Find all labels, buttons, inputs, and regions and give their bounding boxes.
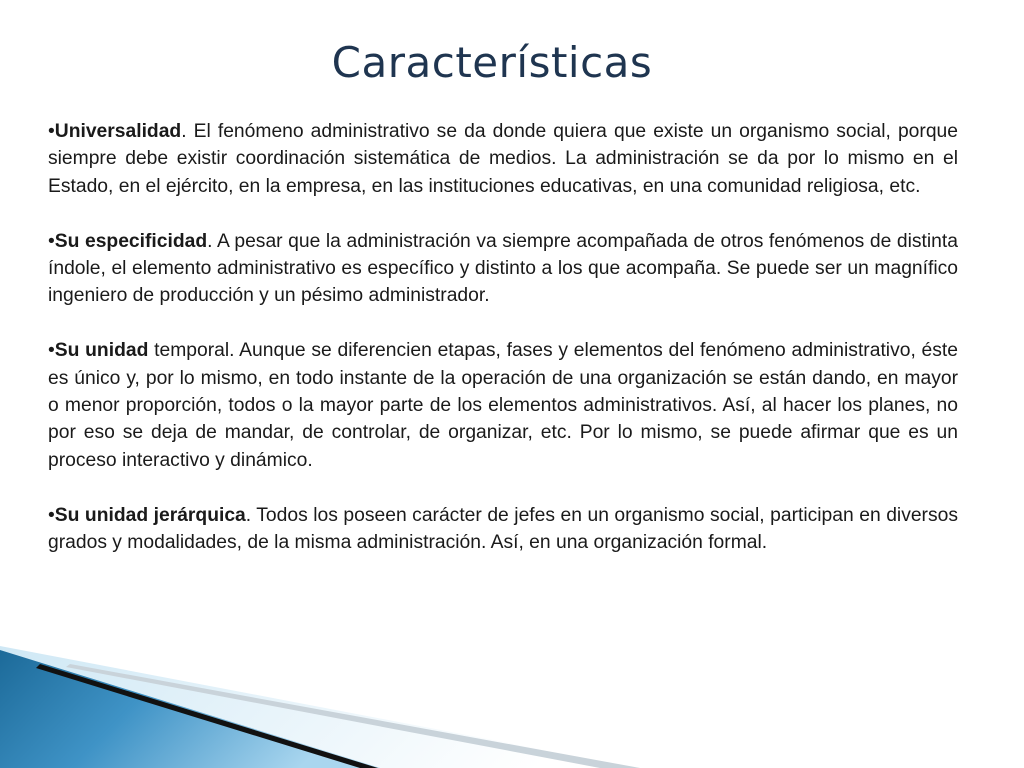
paragraph-lead: Su unidad jerárquica xyxy=(54,504,246,526)
bullet: • xyxy=(48,230,55,252)
paragraph-text: . El fenómeno administrativo se da donde quiera que existe un organismo social, porque siempre debe existir coordinación sistemática de medios. La administración se da por lo mismo en el Estado, en el ejército, en la empresa, en las instituciones educativas, en una comunidad religiosa, etc. xyxy=(48,121,958,197)
paragraph-text: . A pesar que la administración va siempre acompañada de otros fenómenos de distinta índole, el elemento administrativo es específico y distinto a los que acompaña. Se puede ser un magnífico ingeniero de producción y un pésimo administrador. xyxy=(48,230,958,307)
bullet: • xyxy=(48,121,55,142)
paragraph-unidad-jerarquica xyxy=(48,502,958,557)
paragraph-lead: Su unidad xyxy=(54,340,149,362)
paragraph-lead: Su especificidad xyxy=(54,230,208,252)
slide-title: Características xyxy=(331,38,653,87)
paragraph-text: . Todos los poseen carácter de jefes en un organismo social, participan en diversos grados y modalidades, de la misma administración. Así, en una organización formal. xyxy=(48,504,958,554)
paragraph-text: temporal. Aunque se diferencien etapas, fases y elementos del fenómeno administrativo, éste es único y, por lo mismo, en todo instante de la operación de una organización se están dando, en mayor o menor proporción, todos o la mayor parte de los elementos administrativos. Así, al hacer los planes, no por eso se deja de mandar, de controlar, de organizar, etc. Por lo mismo, se puede afirmar que es un proceso interactivo y dinámico. xyxy=(48,340,959,471)
bullet: • xyxy=(48,504,55,526)
bullet: • xyxy=(48,340,55,362)
paragraph-unidad-temporal xyxy=(48,337,958,474)
paragraph-lead: Universalidad xyxy=(54,121,182,142)
paragraph-universalidad xyxy=(48,118,958,200)
slide-body xyxy=(48,118,958,584)
paragraph-especificidad xyxy=(48,228,958,310)
